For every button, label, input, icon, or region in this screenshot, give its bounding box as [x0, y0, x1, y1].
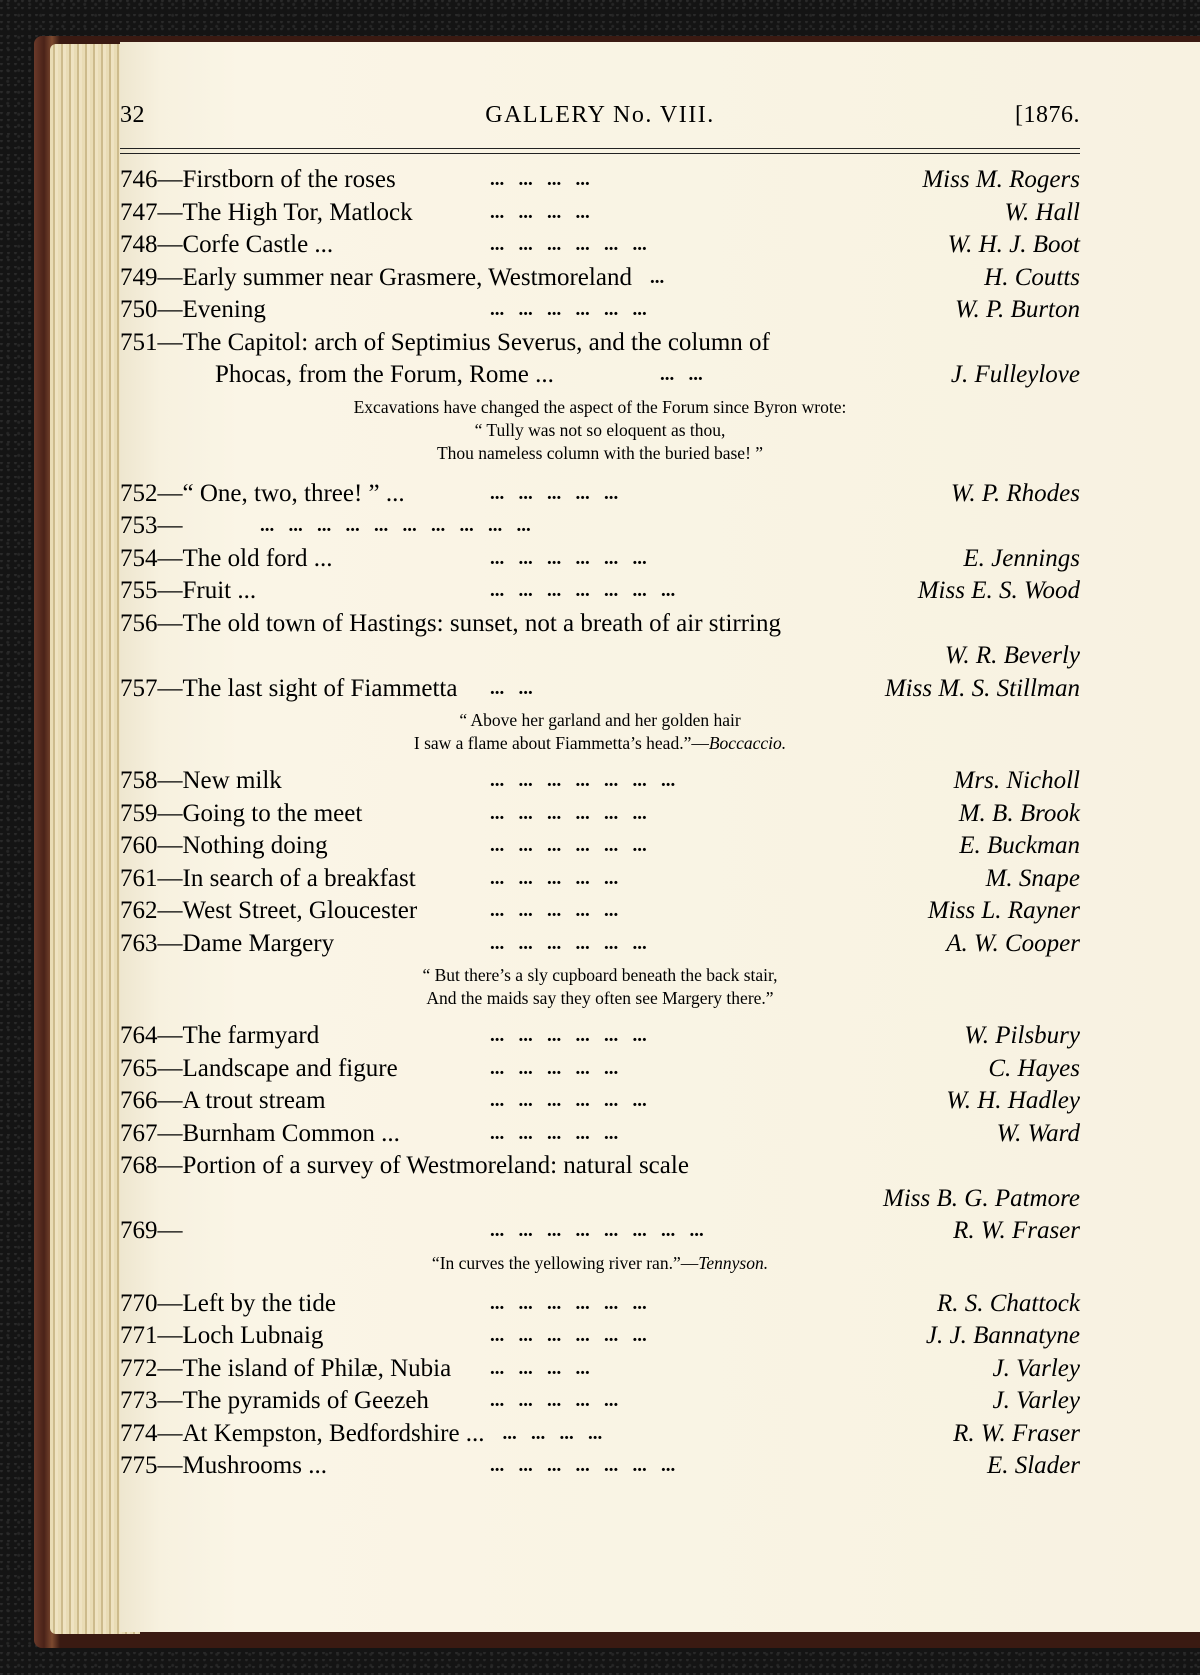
- entries-list: [120, 164, 1080, 1483]
- entry-title: 765—Landscape and figure: [120, 1054, 398, 1082]
- catalogue-entry: [120, 1288, 1080, 1321]
- entry-artist: W. R. Beverly: [944, 642, 1080, 669]
- quotation: [120, 1252, 1080, 1282]
- entry-artist: C. Hayes: [988, 1054, 1080, 1082]
- entry-title: 762—West Street, Gloucester: [120, 897, 418, 924]
- header-rule: [120, 148, 1080, 149]
- entry-artist: Miss B. G. Patmore: [883, 1184, 1080, 1212]
- entry-title: 752—“ One, two, three! ” ...: [120, 479, 405, 507]
- quote-line: Thou nameless column with the buried base! ”: [436, 442, 764, 463]
- leader-dots: ... ... ... ... ... ... ... ... ... ...: [260, 515, 531, 536]
- catalogue-entry: [120, 1353, 1080, 1386]
- catalogue-entry: [120, 1418, 1080, 1451]
- catalogue-entry: [120, 1320, 1080, 1353]
- leader-dots: ... ... ... ... ... ...: [490, 932, 647, 954]
- catalogue-entry: [120, 608, 1080, 641]
- leader-dots: ... ... ... ... ...: [490, 1390, 619, 1411]
- quote-line: I saw a flame about Fiammetta’s head.”—Boccaccio.: [413, 733, 787, 753]
- entry-title: 748—Corfe Castle ...: [120, 231, 334, 258]
- page-header: [120, 102, 1080, 138]
- catalogue-entry: [120, 1020, 1080, 1053]
- leader-dots: ... ... ... ... ... ...: [490, 234, 647, 255]
- catalogue-entry: [120, 1150, 1080, 1183]
- quotation: [120, 396, 1080, 472]
- leader-dots: ... ... ... ... ...: [490, 1057, 619, 1079]
- catalogue-entry: [120, 928, 1080, 961]
- entry-artist: W. P. Rhodes: [950, 479, 1080, 507]
- catalogue-entry: [120, 229, 1080, 262]
- quote-line: “In curves the yellowing river ran.”—Tennyson.: [431, 1252, 769, 1273]
- catalogue-entry: [120, 294, 1080, 327]
- entry-artist: R. W. Fraser: [953, 1419, 1080, 1447]
- entry-title: 750—Evening: [120, 296, 266, 323]
- entry-title: 773—The pyramids of Geezeh: [120, 1387, 429, 1414]
- catalogue-entry: [120, 327, 1080, 360]
- catalogue-entry: [120, 863, 1080, 896]
- entry-title: 770—Left by the tide: [120, 1289, 336, 1317]
- entry-artist: M. Snape: [985, 864, 1080, 892]
- leader-dots: ... ... ... ... ... ...: [490, 299, 647, 320]
- leader-dots: ... ... ... ... ... ...: [490, 547, 647, 569]
- quotation: [120, 709, 1080, 759]
- catalogue-entry: [120, 262, 1080, 295]
- catalogue-entry-artist-line: [120, 640, 1080, 673]
- entry-title: 759—Going to the meet: [120, 799, 363, 827]
- entry-artist: Miss L. Rayner: [927, 897, 1080, 924]
- leader-dots: ... ... ... ... ... ...: [490, 1090, 647, 1111]
- entry-artist: Miss M. Rogers: [922, 166, 1080, 193]
- entry-artist: R. W. Fraser: [953, 1217, 1080, 1244]
- quote-line: “ Tully was not so eloquent as thou,: [474, 419, 726, 440]
- leader-dots: ... ... ... ... ... ... ...: [490, 580, 676, 601]
- leader-dots: ... ... ... ...: [490, 1357, 590, 1379]
- leader-dots: ... ... ... ... ... ...: [490, 1325, 647, 1346]
- leader-dots: ... ... ... ... ... ...: [490, 1292, 647, 1314]
- entry-artist: Miss M. S. Stillman: [884, 674, 1080, 702]
- catalogue-entry: [120, 830, 1080, 863]
- leader-dots: ...: [649, 266, 665, 288]
- entry-title: 754—The old ford ...: [120, 544, 333, 572]
- leader-dots: ... ... ... ...: [490, 169, 590, 190]
- entry-title: 774—At Kempston, Bedfordshire ...: [120, 1419, 485, 1447]
- entry-artist: J. Fulleylove: [950, 361, 1080, 388]
- entry-title-continued: Phocas, from the Forum, Rome ...: [215, 361, 554, 388]
- catalogue-entry: [120, 1118, 1080, 1151]
- entry-title: 775—Mushrooms ...: [120, 1452, 327, 1479]
- leader-dots: ... ... ... ... ... ... ...: [490, 1455, 676, 1476]
- quote-source: Boccaccio.: [708, 733, 787, 753]
- entry-title: 768—Portion of a survey of Westmoreland: natural scale: [120, 1152, 689, 1179]
- catalogue-entry: [120, 673, 1080, 706]
- leader-dots: ... ... ... ... ... ...: [490, 835, 647, 856]
- entry-artist: A. W. Cooper: [946, 929, 1080, 957]
- entry-artist: J. J. Bannatyne: [925, 1322, 1080, 1349]
- leader-dots: ... ... ... ... ... ...: [490, 1025, 647, 1046]
- entry-artist: W. H. J. Boot: [947, 231, 1080, 258]
- page-title: GALLERY No. VIII.: [485, 102, 715, 128]
- entry-artist: E. Slader: [986, 1452, 1080, 1479]
- entry-title: 767—Burnham Common ...: [120, 1119, 400, 1147]
- entry-title: 756—The old town of Hastings: sunset, not a breath of air stirring: [120, 609, 781, 637]
- entry-artist: E. Buckman: [959, 832, 1080, 859]
- entry-artist: M. B. Brook: [958, 799, 1080, 827]
- entry-title: 769—: [120, 1217, 183, 1244]
- header-rule-thin: [120, 153, 1080, 154]
- leader-dots: ... ... ... ... ...: [490, 482, 619, 504]
- entry-artist: W. Hall: [1004, 198, 1080, 226]
- leader-dots: ... ... ... ... ... ... ... ...: [490, 1220, 704, 1241]
- entry-title: 760—Nothing doing: [120, 832, 328, 859]
- catalogue-entry: [120, 510, 1080, 543]
- catalogue-entry-continued: [120, 359, 1080, 392]
- page-year: [1876.: [1015, 102, 1080, 128]
- entry-artist: W. Pilsbury: [964, 1022, 1080, 1049]
- entry-artist: W. Ward: [996, 1119, 1080, 1147]
- entry-title: 747—The High Tor, Matlock: [120, 198, 413, 226]
- entry-title: 761—In search of a breakfast: [120, 864, 416, 892]
- catalogue-entry: [120, 765, 1080, 798]
- quote-line: “ But there’s a sly cupboard beneath the back stair,: [422, 965, 778, 985]
- entry-title: 755—Fruit ...: [120, 577, 257, 604]
- leader-dots: ... ... ... ... ...: [490, 900, 619, 921]
- entry-title: 766—A trout stream: [120, 1087, 326, 1114]
- catalogue-entry: [120, 197, 1080, 230]
- catalogue-entry: [120, 895, 1080, 928]
- entry-title: 753—: [120, 512, 183, 539]
- catalogue-entry-artist-line: [120, 1183, 1080, 1216]
- entry-artist: R. S. Chattock: [936, 1289, 1080, 1317]
- catalogue-entry: [120, 798, 1080, 831]
- catalogue-entry: [120, 1053, 1080, 1086]
- leader-dots: ... ... ... ... ... ... ...: [490, 770, 676, 791]
- entry-artist: W. P. Burton: [954, 296, 1080, 323]
- leader-dots: ... ... ... ... ... ...: [490, 802, 647, 824]
- leader-dots: ... ... ... ... ...: [490, 1122, 619, 1144]
- entry-title: 757—The last sight of Fiammetta: [120, 674, 458, 702]
- catalogue-entry: [120, 1215, 1080, 1248]
- catalogue-entry: [120, 1450, 1080, 1483]
- catalogue-entry: [120, 543, 1080, 576]
- entry-title: 746—Firstborn of the roses: [120, 166, 396, 193]
- leader-dots: ... ... ... ...: [502, 1422, 603, 1444]
- catalogue-entry: [120, 1385, 1080, 1418]
- entry-artist: J. Varley: [992, 1387, 1080, 1414]
- quote-line: And the maids say they often see Margery there.”: [426, 988, 774, 1008]
- entry-title: 763—Dame Margery: [120, 929, 335, 957]
- entry-title: 764—The farmyard: [120, 1022, 320, 1049]
- leader-dots: ... ... ... ... ...: [490, 867, 619, 889]
- entry-artist: Mrs. Nicholl: [953, 767, 1080, 794]
- quote-source: Tennyson.: [698, 1252, 769, 1273]
- catalogue-entry: [120, 478, 1080, 511]
- entry-artist: J. Varley: [992, 1354, 1080, 1382]
- entry-artist: E. Jennings: [963, 544, 1080, 572]
- entry-title: 771—Loch Lubnaig: [120, 1322, 324, 1349]
- quote-line: “ Above her garland and her golden hair: [459, 710, 741, 730]
- leader-dots: ... ... ... ...: [490, 201, 590, 223]
- quote-line: Excavations have changed the aspect of the Forum since Byron wrote:: [353, 396, 847, 417]
- entry-artist: H. Coutts: [984, 263, 1080, 291]
- entry-title: 772—The island of Philæ, Nubia: [120, 1354, 452, 1382]
- quotation: [120, 964, 1080, 1014]
- catalogue-entry: [120, 164, 1080, 197]
- entry-title: 751—The Capitol: arch of Septimius Severus, and the column of: [120, 328, 770, 356]
- entry-artist: W. H. Hadley: [946, 1087, 1080, 1114]
- leader-dots: ... ...: [660, 364, 703, 385]
- entry-title: 758—New milk: [120, 767, 282, 794]
- leader-dots: ... ...: [490, 677, 533, 699]
- entry-artist: Miss E. S. Wood: [917, 577, 1080, 604]
- catalogue-entry: [120, 575, 1080, 608]
- catalogue-entry: [120, 1085, 1080, 1118]
- entry-title: 749—Early summer near Grasmere, Westmoreland: [120, 263, 632, 291]
- page-number: 32: [120, 102, 145, 128]
